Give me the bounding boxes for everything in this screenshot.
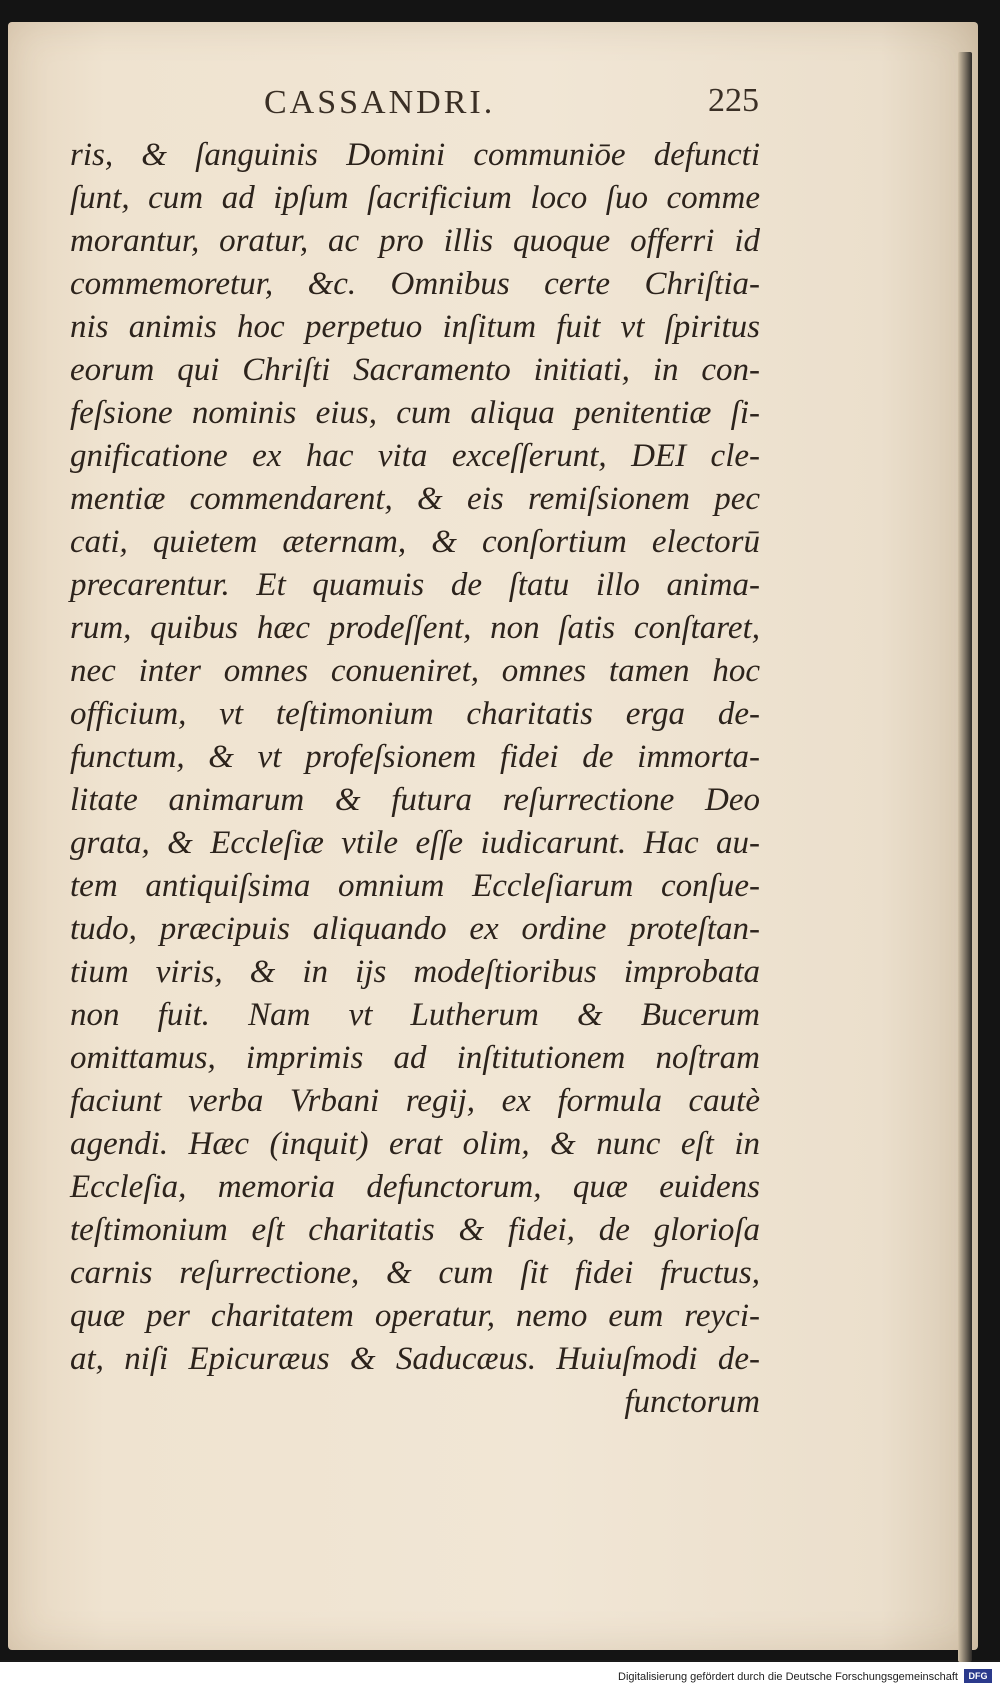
running-head (8, 70, 978, 130)
text-line: morantur, oratur, ac pro illis quoque offerri id (70, 223, 760, 259)
running-title: CASSANDRI. (264, 84, 496, 121)
text-line: precarentur. Et quamuis de ſtatu illo anima- (70, 567, 760, 603)
text-line: tem antiquiſsima omnium Eccleſiarum conſue- (70, 868, 760, 904)
text-line: nec inter omnes conueniret, omnes tamen hoc (70, 653, 760, 689)
text-line: rum, quibus hæc prodeſſent, non ſatis conſtaret, (70, 610, 760, 646)
footer-bar (0, 1662, 1000, 1694)
text-line: omittamus, imprimis ad inſtitutionem noſtram (70, 1040, 760, 1076)
text-line: cati, quietem æternam, & conſortium electorū (70, 524, 760, 560)
text-line: teſtimonium eſt charitatis & fidei, de glorioſa (70, 1212, 760, 1248)
text-line: carnis reſurrectione, & cum ſit fidei fructus, (70, 1255, 760, 1291)
text-line: quæ per charitatem operatur, nemo eum reyci- (70, 1298, 760, 1334)
text-line: officium, vt teſtimonium charitatis erga de- (70, 696, 760, 732)
text-line: agendi. Hæc (inquit) erat olim, & nunc eſt in (70, 1126, 760, 1162)
text-line: gnificatione ex hac vita exceſſerunt, DEI cle- (70, 438, 760, 474)
text-line: nis animis hoc perpetuo inſitum fuit vt ſpiritus (70, 309, 760, 345)
page-edge (958, 52, 972, 1662)
catchword: functorum (624, 1384, 760, 1420)
text-line: faciunt verba Vrbani regij, ex formula cautè (70, 1083, 760, 1119)
text-line: ſunt, cum ad ipſum ſacrificium loco ſuo comme (70, 180, 760, 216)
text-line: mentiæ commendarent, & eis remiſsionem pec (70, 481, 760, 517)
body-text (70, 134, 760, 1424)
text-line: at, niſi Epicuræus & Saducæus. Huiuſmodi de- (70, 1341, 760, 1377)
text-line: tudo, præcipuis aliquando ex ordine proteſtan- (70, 911, 760, 947)
funding-credit: Digitalisierung gefördert durch die Deutsche Forschungsgemeinschaft (618, 1671, 958, 1683)
text-line: non fuit. Nam vt Lutherum & Bucerum (70, 997, 760, 1033)
text-line: Eccleſia, memoria defunctorum, quæ euidens (70, 1169, 760, 1205)
text-line: ris, & ſanguinis Domini communiōe defuncti (70, 137, 760, 173)
text-line: grata, & Eccleſiæ vtile eſſe iudicarunt. Hac au- (70, 825, 760, 861)
page-number: 225 (708, 82, 759, 119)
text-line: litate animarum & futura reſurrectione Deo (70, 782, 760, 818)
text-line: eorum qui Chriſti Sacramento initiati, in con- (70, 352, 760, 388)
text-line: commemoretur, &c. Omnibus certe Chriſtia- (70, 266, 760, 302)
text-line: tium viris, & in ijs modeſtioribus improbata (70, 954, 760, 990)
book-page (8, 22, 978, 1650)
dfg-logo: DFG (964, 1669, 992, 1683)
text-line: functum, & vt profeſsionem fidei de immorta- (70, 739, 760, 775)
text-line: feſsione nominis eius, cum aliqua penitentiæ ſi- (70, 395, 760, 431)
